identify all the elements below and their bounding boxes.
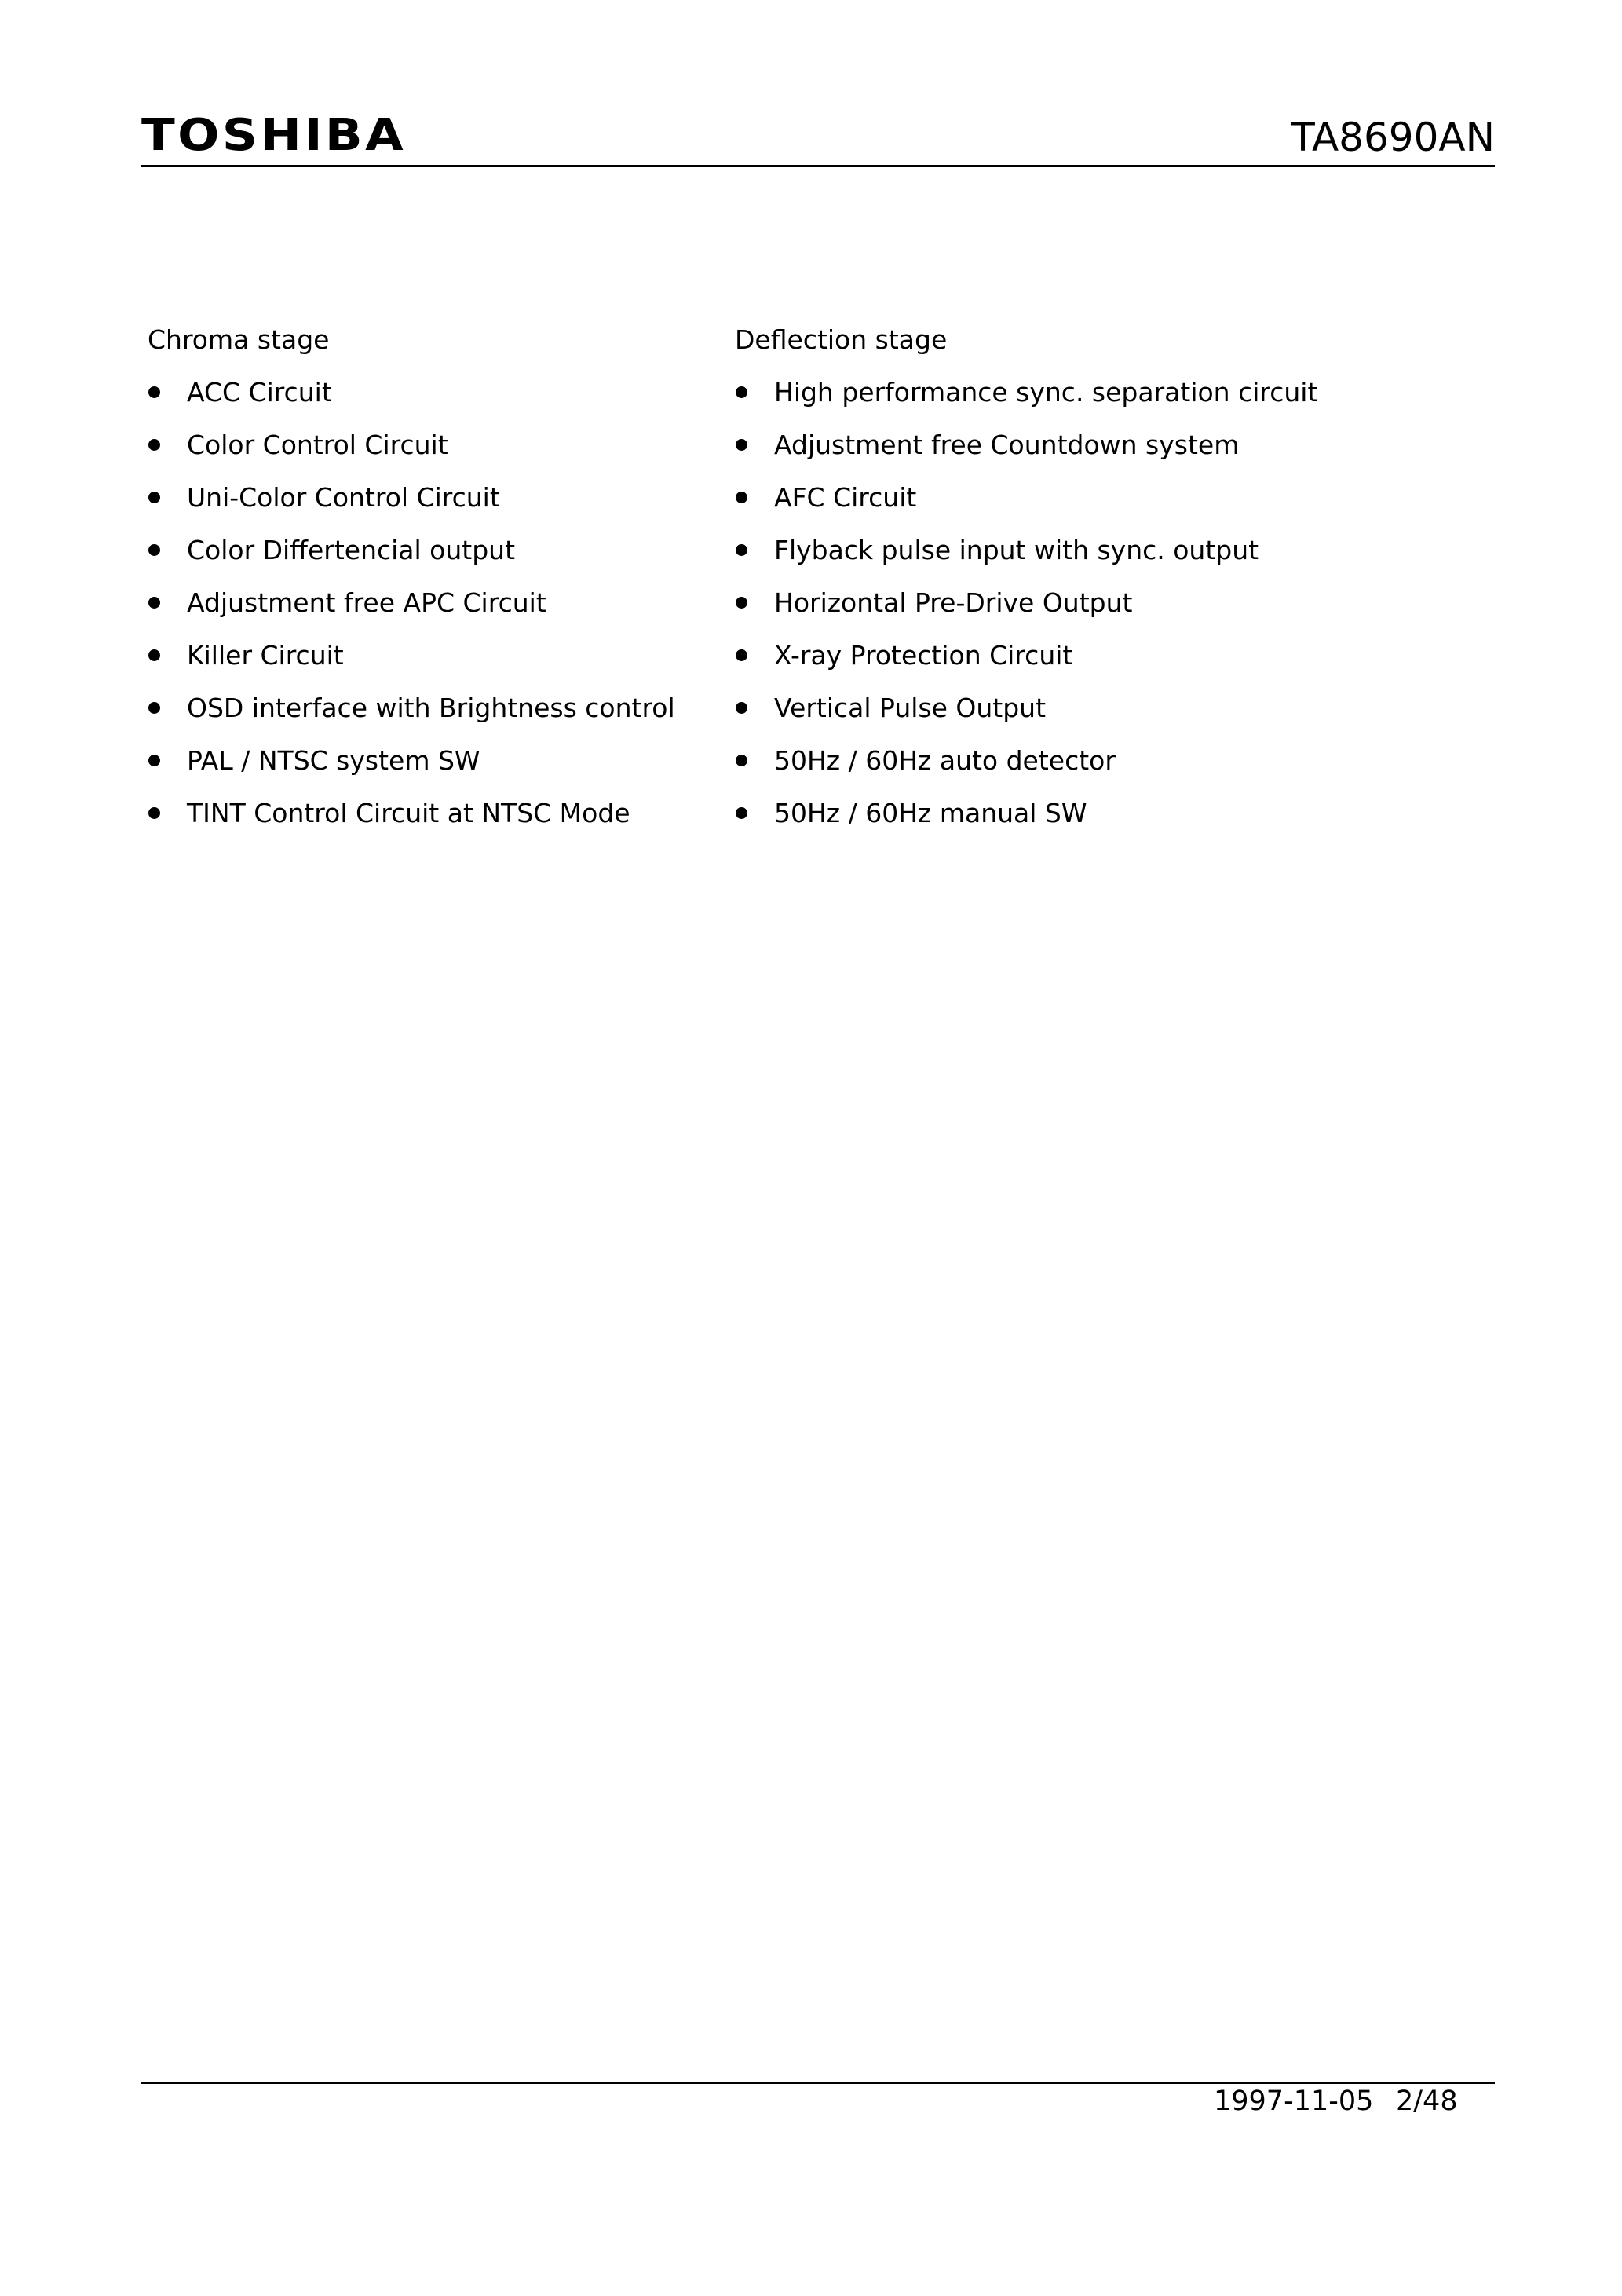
- feature-text: Uni-Color Control Circuit: [187, 482, 500, 513]
- list-item: [148, 744, 729, 797]
- list-item: [735, 639, 1316, 692]
- list-item: [735, 797, 1316, 850]
- list-item: [735, 587, 1316, 639]
- bullet-icon: [148, 386, 160, 398]
- footer-rule: [141, 2082, 1495, 2084]
- chroma-feature-list: [148, 376, 729, 850]
- list-item: [148, 429, 729, 481]
- feature-text: Color Differtencial output: [187, 535, 516, 565]
- bullet-icon: [148, 755, 160, 766]
- list-item: [148, 639, 729, 692]
- feature-text: Adjustment free APC Circuit: [187, 587, 546, 618]
- feature-text: TINT Control Circuit at NTSC Mode: [187, 798, 630, 828]
- feature-text: AFC Circuit: [774, 482, 917, 513]
- page-number: 2/48: [1396, 2086, 1458, 2117]
- bullet-icon: [148, 492, 160, 503]
- feature-text: X-ray Protection Circuit: [774, 640, 1073, 671]
- bullet-icon: [736, 755, 747, 766]
- part-number: TA8690AN: [1291, 115, 1495, 160]
- bullet-icon: [148, 544, 160, 556]
- feature-text: Killer Circuit: [187, 640, 344, 671]
- list-item: [735, 481, 1316, 534]
- deflection-stage-section: [735, 324, 1316, 850]
- feature-text: Flyback pulse input with sync. output: [774, 535, 1259, 565]
- list-item: [735, 376, 1316, 429]
- bullet-icon: [736, 544, 747, 556]
- list-item: [735, 429, 1316, 481]
- feature-text: Adjustment free Countdown system: [774, 430, 1240, 460]
- bullet-icon: [736, 386, 747, 398]
- list-item: [148, 587, 729, 639]
- bullet-icon: [736, 807, 747, 819]
- brand-logo: TOSHIBA: [141, 110, 406, 161]
- feature-text: 50Hz / 60Hz auto detector: [774, 745, 1116, 776]
- chroma-stage-section: [148, 324, 729, 850]
- bullet-icon: [148, 702, 160, 714]
- feature-text: 50Hz / 60Hz manual SW: [774, 798, 1087, 828]
- bullet-icon: [148, 807, 160, 819]
- list-item: [148, 692, 729, 744]
- list-item: [148, 797, 729, 850]
- feature-text: Horizontal Pre-Drive Output: [774, 587, 1133, 618]
- bullet-icon: [736, 492, 747, 503]
- bullet-icon: [148, 649, 160, 661]
- bullet-icon: [736, 702, 747, 714]
- list-item: [148, 534, 729, 587]
- bullet-icon: [736, 439, 747, 451]
- footer-date: 1997-11-05: [1214, 2086, 1374, 2117]
- feature-text: Color Control Circuit: [187, 430, 448, 460]
- feature-text: PAL / NTSC system SW: [187, 745, 480, 776]
- deflection-stage-heading: Deflection stage: [735, 324, 948, 355]
- bullet-icon: [148, 597, 160, 609]
- list-item: [735, 744, 1316, 797]
- list-item: [148, 481, 729, 534]
- deflection-feature-list: [735, 376, 1316, 850]
- feature-text: ACC Circuit: [187, 377, 332, 408]
- header-rule: [141, 165, 1495, 167]
- list-item: [148, 376, 729, 429]
- feature-text: Vertical Pulse Output: [774, 693, 1047, 723]
- bullet-icon: [148, 439, 160, 451]
- feature-text: OSD interface with Brightness control: [187, 693, 675, 723]
- chroma-stage-heading: Chroma stage: [148, 324, 330, 355]
- feature-text: High performance sync. separation circuit: [774, 377, 1318, 408]
- list-item: [735, 692, 1316, 744]
- list-item: [735, 534, 1316, 587]
- bullet-icon: [736, 597, 747, 609]
- bullet-icon: [736, 649, 747, 661]
